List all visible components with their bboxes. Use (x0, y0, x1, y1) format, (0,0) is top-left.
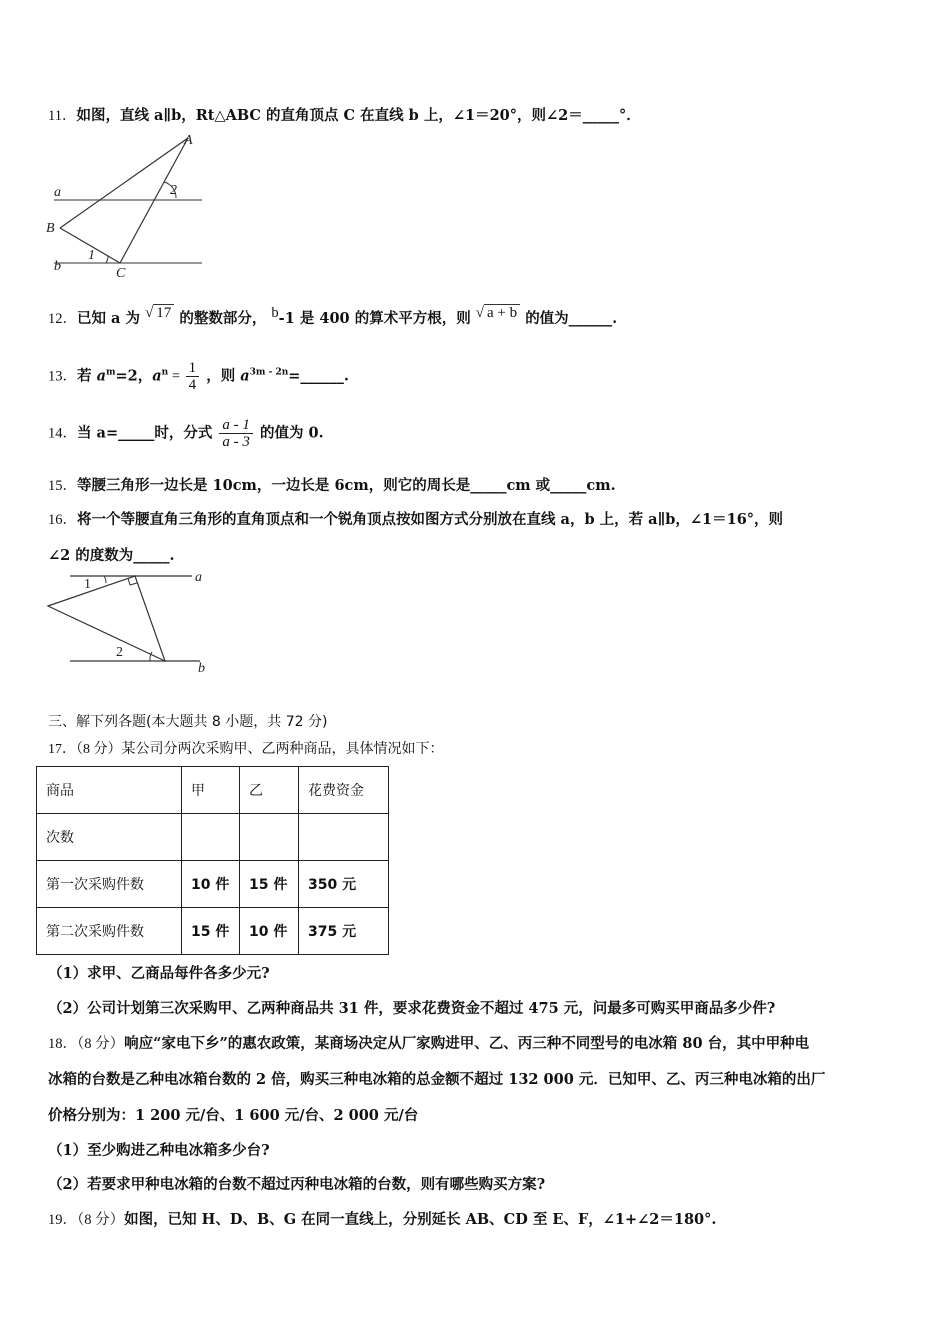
sqrt-ab-radicand: a + b (484, 304, 520, 321)
q13-fraction (186, 360, 200, 393)
q16-number: 16． (48, 512, 77, 528)
table-row (37, 861, 389, 908)
table-cell (182, 814, 240, 861)
q11-label-C: C (116, 266, 126, 280)
q16-text1: 将一个等腰直角三角形的直角顶点和一个锐角顶点按如图方式分别放在直线 a，b 上，若 a∥b，∠1＝16°，则 (77, 511, 784, 528)
q14-part2: 的值为 0. (259, 424, 324, 442)
q16-line2: ∠2 的度数为_____. (48, 547, 175, 564)
q11-seg-ab (60, 138, 188, 228)
table-cell: 第二次采购件数 (37, 908, 182, 955)
q12-part2: 的整数部分， (179, 310, 267, 327)
th-cost: 花费资金 (299, 767, 389, 814)
q14-part1: 当 a=_____时，分式 (77, 424, 213, 442)
table-cell: 375 元 (299, 908, 389, 955)
q19-number: 19． (48, 1212, 77, 1228)
q13-equals: = (168, 368, 184, 385)
q11-figure (40, 130, 215, 280)
table-cell: 350 元 (299, 861, 389, 908)
q19-text: 如图，已知 H、D、B、G 在同一直线上，分别延长 AB、CD 至 E、F，∠1+∠2＝180°. (124, 1211, 717, 1228)
q11-label-A: A (184, 133, 193, 148)
q18-line1 (48, 1032, 809, 1053)
q12-part4: 的值为______. (525, 310, 618, 327)
q13-sup-m: m (105, 367, 116, 378)
q18-text1: 响应“家电下乡”的惠农政策，某商场决定从厂家购进甲、乙、丙三种不同型号的电冰箱 80 台，其中甲种电 (124, 1035, 810, 1052)
q12-part3: -1 是 400 的算术平方根，则 (278, 310, 471, 327)
q18-sub1: （1）至少购进乙种电冰箱多少台? (48, 1142, 270, 1159)
q13-a-n: a (152, 367, 162, 385)
q13-line (48, 360, 349, 393)
q13-a-m: a (96, 367, 106, 385)
q11-angle-1: 1 (88, 248, 95, 263)
q12-part1: 已知 a 为 (77, 310, 140, 327)
sqrt-a-plus-b: √ a + b (476, 305, 520, 322)
sqrt-17: √ 17 (145, 305, 174, 322)
q16-label-b: b (198, 661, 205, 676)
q13-number: 13． (48, 368, 77, 385)
q13-part2: =2， (115, 367, 153, 385)
table-row (37, 814, 389, 861)
q19-line (48, 1208, 716, 1229)
q11-label-b: b (54, 259, 61, 274)
q17-text: 某公司分两次采购甲、乙两种商品，具体情况如下： (121, 741, 444, 757)
q14-number: 14． (48, 425, 77, 442)
q17-sub2: （2）公司计划第三次采购甲、乙两种商品共 31 件，要求花费资金不超过 475 元，问最多可购买甲商品多少件? (48, 1000, 776, 1017)
q12-number: 12． (48, 311, 77, 327)
q12-line (48, 305, 617, 328)
q13-part1: 若 (77, 367, 97, 385)
q18-score: （8 分） (77, 1036, 125, 1052)
q14-frac-den: a - 3 (222, 434, 250, 450)
table-cell: 10 件 (182, 861, 240, 908)
q17-score: （8 分） (76, 742, 122, 757)
table-cell: 第一次采购件数 (37, 861, 182, 908)
q16-line1 (48, 508, 783, 529)
table-cell: 10 件 (240, 908, 299, 955)
table-row (37, 908, 389, 955)
q17-line (48, 738, 444, 758)
q12-b-var: b (271, 305, 279, 321)
q13-frac-num: 1 (186, 360, 200, 377)
q18-line2: 冰箱的台数是乙种电冰箱台数的 2 倍，购买三种电冰箱的总金额不超过 132 000 元．已知甲、乙、丙三种电冰箱的出厂 (48, 1071, 826, 1088)
q13-frac-den: 4 (188, 377, 197, 393)
q14-line (48, 417, 324, 450)
q16-angle-2: 2 (116, 645, 123, 660)
q17-table (36, 766, 389, 955)
q11-number: 11． (48, 108, 77, 124)
table-cell (240, 814, 299, 861)
table-cell (299, 814, 389, 861)
q18-line3: 价格分别为：1 200 元/台、1 600 元/台、2 000 元/台 (48, 1107, 419, 1124)
q11-label-B: B (46, 221, 55, 236)
table-cell: 15 件 (182, 908, 240, 955)
q16-triangle (48, 576, 165, 661)
q13-part3: ，则 (206, 367, 241, 385)
q13-sup-n: n (161, 367, 169, 378)
table-header-row (37, 767, 389, 814)
q15-line (48, 474, 616, 495)
q13-part4: =______. (288, 367, 349, 385)
q11-line (48, 104, 641, 125)
q18-sub2: （2）若要求甲种电冰箱的台数不超过丙种电冰箱的台数，则有哪些购买方案? (48, 1176, 546, 1193)
q13-sup-3m2n: 3m - 2n (249, 367, 289, 378)
q16-figure (40, 566, 215, 681)
q19-score: （8 分） (77, 1212, 125, 1228)
q18-number: 18． (48, 1036, 77, 1052)
sqrt-17-radicand: 17 (153, 304, 174, 321)
q16-label-a: a (195, 570, 202, 585)
q16-angle-1: 1 (84, 577, 91, 592)
q15-number: 15． (48, 478, 77, 494)
q11-label-a: a (54, 185, 61, 200)
q13-a-3: a (240, 367, 250, 385)
section-3-heading: 三、解下列各题(本大题共 8 小题，共 72 分) (48, 714, 328, 730)
th-yi: 乙 (240, 767, 299, 814)
q17-sub1: （1）求甲、乙商品每件各多少元? (48, 965, 270, 982)
table-cell: 15 件 (240, 861, 299, 908)
q14-frac-num: a - 1 (219, 417, 253, 434)
th-jia: 甲 (182, 767, 240, 814)
th-goods: 商品 (37, 767, 182, 814)
q17-number: 17． (48, 742, 76, 757)
q11-angle-2: 2 (170, 183, 177, 198)
q11-text: 如图，直线 a∥b，Rt△ABC 的直角顶点 C 在直线 b 上，∠1＝20°，则∠2＝_____°． (76, 107, 641, 124)
q15-text: 等腰三角形一边长是 10cm，一边长是 6cm，则它的周长是_____cm 或_____cm. (77, 477, 616, 494)
q14-fraction (219, 417, 253, 450)
table-cell: 次数 (37, 814, 182, 861)
